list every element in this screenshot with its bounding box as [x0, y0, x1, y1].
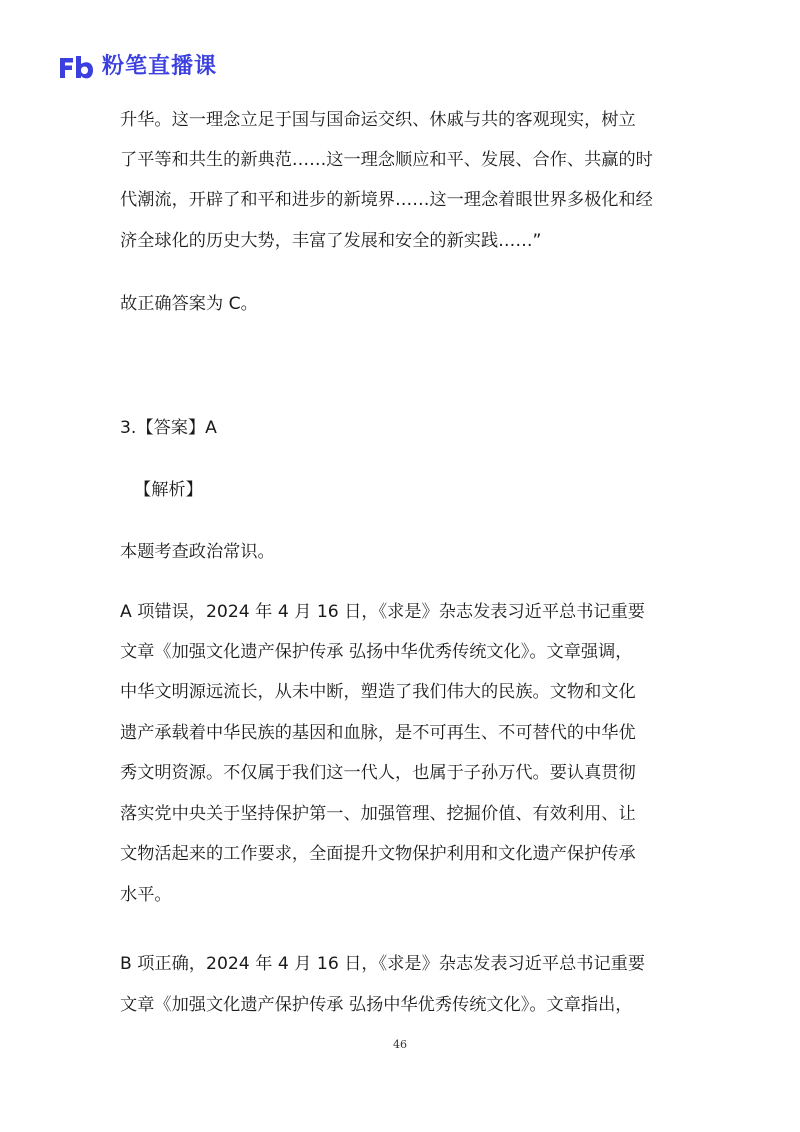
text-line: 代潮流，开辟了和平和进步的新境界……这一理念着眼世界多极化和经 [120, 190, 653, 210]
text-line: 中华文明源远流长，从未中断，塑造了我们伟大的民族。文物和文化 [120, 682, 636, 702]
question-answer-heading: 3.【答案】A [120, 418, 217, 438]
text-line: 文章《加强文化遗产保护传承 弘扬中华优秀传统文化》。文章指出， [120, 995, 633, 1015]
text-line: 遗产承载着中华民族的基因和血脉，是不可再生、不可替代的中华优 [120, 723, 636, 743]
option-b-paragraph: B 项正确，2024 年 4 月 16 日，《求是》杂志发表习近平总书记重要 [120, 954, 646, 974]
answer-conclusion: 故正确答案为 C。 [120, 294, 258, 314]
text-line: 本题考查政治常识。 [120, 542, 275, 562]
text-line: 文章《加强文化遗产保护传承 弘扬中华优秀传统文化》。文章强调， [120, 642, 633, 662]
option-a-paragraph: A 项错误，2024 年 4 月 16 日，《求是》杂志发表习近平总书记重要 [120, 602, 645, 622]
text-line: 水平。 [120, 885, 172, 905]
page-number: 46 [393, 1038, 407, 1051]
brand-name: 粉笔直播课 [102, 54, 218, 79]
text-line: 落实党中央关于坚持保护第一、加强管理、挖掘价值、有效利用、让 [120, 804, 636, 824]
text-line: 了平等和共生的新典范……这一理念顺应和平、发展、合作、共赢的时 [120, 150, 653, 170]
analysis-heading: 【解析】 [134, 480, 203, 500]
text-line: 升华。这一理念立足于国与国命运交织、休戚与共的客观现实，树立 [120, 110, 636, 130]
text-line: 济全球化的历史大势，丰富了发展和安全的新实践……” [120, 231, 542, 251]
fb-logo-icon [58, 54, 94, 80]
text-line: 文物活起来的工作要求，全面提升文物保护利用和文化遗产保护传承 [120, 844, 636, 864]
text-line: 秀文明资源。不仅属于我们这一代人，也属于子孙万代。要认真贯彻 [120, 763, 636, 783]
page-header [58, 52, 217, 82]
